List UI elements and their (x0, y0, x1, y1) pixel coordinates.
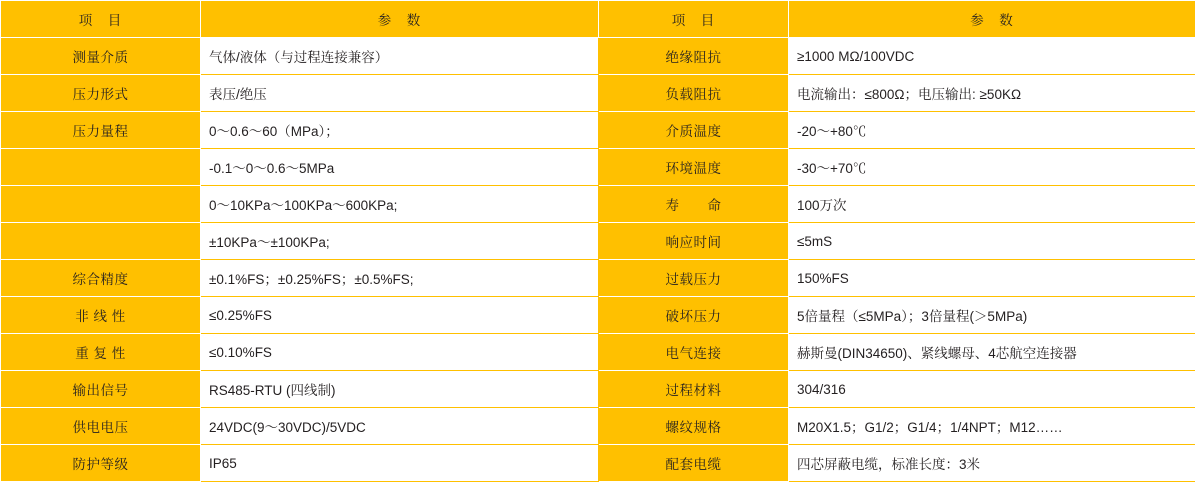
left-label (1, 186, 201, 223)
left-label: 防护等级 (1, 445, 201, 482)
left-value: ≤0.10%FS (201, 334, 599, 371)
right-value: 100万次 (789, 186, 1195, 223)
header-left-param: 参 数 (201, 1, 599, 38)
left-value: RS485-RTU (四线制) (201, 371, 599, 408)
right-label: 过载压力 (599, 260, 789, 297)
left-value: ≤0.25%FS (201, 297, 599, 334)
table-row (1, 371, 1195, 408)
left-value: -0.1～0～0.6～5MPa (201, 149, 599, 186)
right-value: 电流输出：≤800Ω；电压输出: ≥50KΩ (789, 75, 1195, 112)
right-value: -30～+70℃ (789, 149, 1195, 186)
left-label (1, 223, 201, 260)
header-right-item: 项 目 (599, 1, 789, 38)
right-value: ≤5mS (789, 223, 1195, 260)
left-label (1, 149, 201, 186)
right-label: 绝缘阻抗 (599, 38, 789, 75)
left-value: 气体/液体（与过程连接兼容） (201, 38, 599, 75)
table-row (1, 186, 1195, 223)
header-left-item: 项 目 (1, 1, 201, 38)
table-row (1, 75, 1195, 112)
table-row (1, 38, 1195, 75)
left-label: 压力形式 (1, 75, 201, 112)
right-label: 过程材料 (599, 371, 789, 408)
right-value: ≥1000 MΩ/100VDC (789, 38, 1195, 75)
table-row (1, 445, 1195, 482)
right-value: -20～+80℃ (789, 112, 1195, 149)
left-value: 表压/绝压 (201, 75, 599, 112)
right-label: 电气连接 (599, 334, 789, 371)
right-value: 赫斯曼(DIN34650)、紧线螺母、4芯航空连接器 (789, 334, 1195, 371)
right-value: 5倍量程（≤5MPa）；3倍量程(＞5MPa) (789, 297, 1195, 334)
left-value: 0～10KPa～100KPa～600KPa; (201, 186, 599, 223)
right-label: 配套电缆 (599, 445, 789, 482)
right-label: 负载阻抗 (599, 75, 789, 112)
left-value: 0～0.6～60（MPa）； (201, 112, 599, 149)
right-label: 响应时间 (599, 223, 789, 260)
header-right-param: 参 数 (789, 1, 1195, 38)
right-label: 螺纹规格 (599, 408, 789, 445)
left-label: 测量介质 (1, 38, 201, 75)
left-label: 压力量程 (1, 112, 201, 149)
left-label: 综合精度 (1, 260, 201, 297)
left-value: ±10KPa～±100KPa; (201, 223, 599, 260)
table-body (1, 1, 1195, 482)
table-row (1, 112, 1195, 149)
table-row (1, 408, 1195, 445)
left-label: 重 复 性 (1, 334, 201, 371)
table-row (1, 297, 1195, 334)
right-label: 破坏压力 (599, 297, 789, 334)
table-row (1, 334, 1195, 371)
table-row (1, 149, 1195, 186)
right-label: 环境温度 (599, 149, 789, 186)
right-value: M20X1.5；G1/2；G1/4；1/4NPT；M12…… (789, 408, 1195, 445)
left-label: 输出信号 (1, 371, 201, 408)
left-label: 供电电压 (1, 408, 201, 445)
left-value: IP65 (201, 445, 599, 482)
left-value: ±0.1%FS；±0.25%FS；±0.5%FS; (201, 260, 599, 297)
table-header-row (1, 1, 1195, 38)
right-value: 四芯屏蔽电缆，标准长度：3米 (789, 445, 1195, 482)
left-label: 非 线 性 (1, 297, 201, 334)
left-value: 24VDC(9～30VDC)/5VDC (201, 408, 599, 445)
right-label: 介质温度 (599, 112, 789, 149)
right-label: 寿 命 (599, 186, 789, 223)
right-value: 150%FS (789, 260, 1195, 297)
table-row (1, 260, 1195, 297)
right-value: 304/316 (789, 371, 1195, 408)
table-row (1, 223, 1195, 260)
